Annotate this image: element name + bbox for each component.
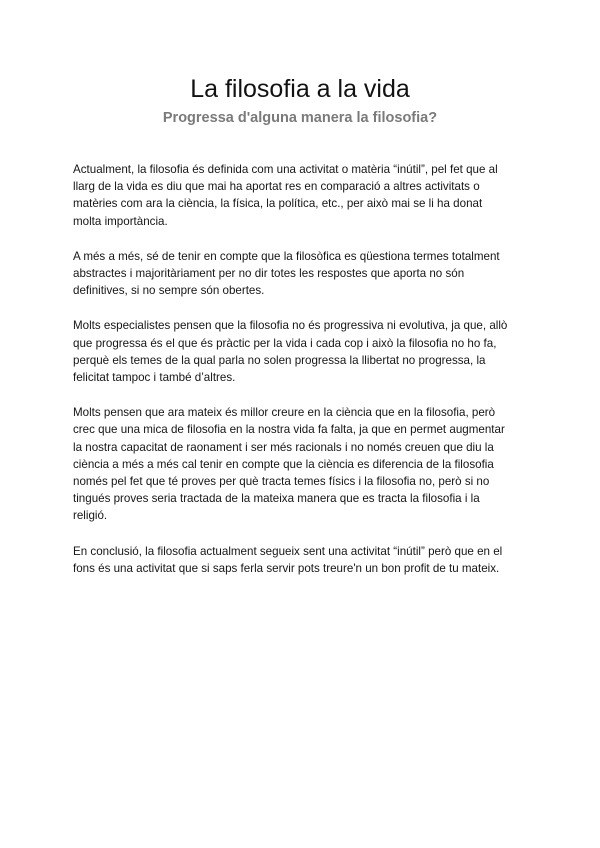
document-body <box>73 161 533 595</box>
paragraph-3: Molts especialistes pensen que la filosofia no és progressiva ni evolutiva, ja que, allò que progressa és el que és pràctic per la vida i cada cop i això la filosofia no ho fa, perquè els temes de la qual parla no solen progressa la llibertat no progressa, la felicitat tampoc i també d’altres. <box>73 319 508 385</box>
paragraph-5: En conclusió, la filosofia actualment segueix sent una activitat “inútil” però que en el fons és una activitat que si saps ferla servir pots treure'n un bon profit de tu mateix. <box>73 544 503 575</box>
page-title: La filosofia a la vida <box>190 75 410 103</box>
paragraph-2: A més a més, sé de tenir en compte que la filosòfica es qüestiona termes totalment abstractes i majoritàriament per no dir totes les respostes que aporta no són definitives, si no sempre són obertes. <box>73 249 500 298</box>
page-subtitle: Progressa d'alguna manera la filosofia? <box>162 110 438 126</box>
paragraph-4: Molts pensen que ara mateix és millor creure en la ciència que en la filosofia, però crec que una mica de filosofia en la nostra vida fa falta, ja que en permet augmentar la nostra capacitat de raonament i ser més racionals i no només creuen que diu la ciència a més a més cal tenir en compte que la ciència es diferencia de la filosofia només pel fet que té proves per què tracta temes físics i la filosofia no, però si no tingués proves seria tractada de la mateixa manera que es tracta la filosofia i la religió. <box>73 406 505 523</box>
paragraph-1: Actualment, la filosofia és definida com una activitat o matèria “inútil”, pel fet que al llarg de la vida es diu que mai ha aportat res en comparació a altres activitats o matèries com ara la ciència, la física, la política, etc., per això mai se li ha donat molta importància. <box>73 163 498 228</box>
